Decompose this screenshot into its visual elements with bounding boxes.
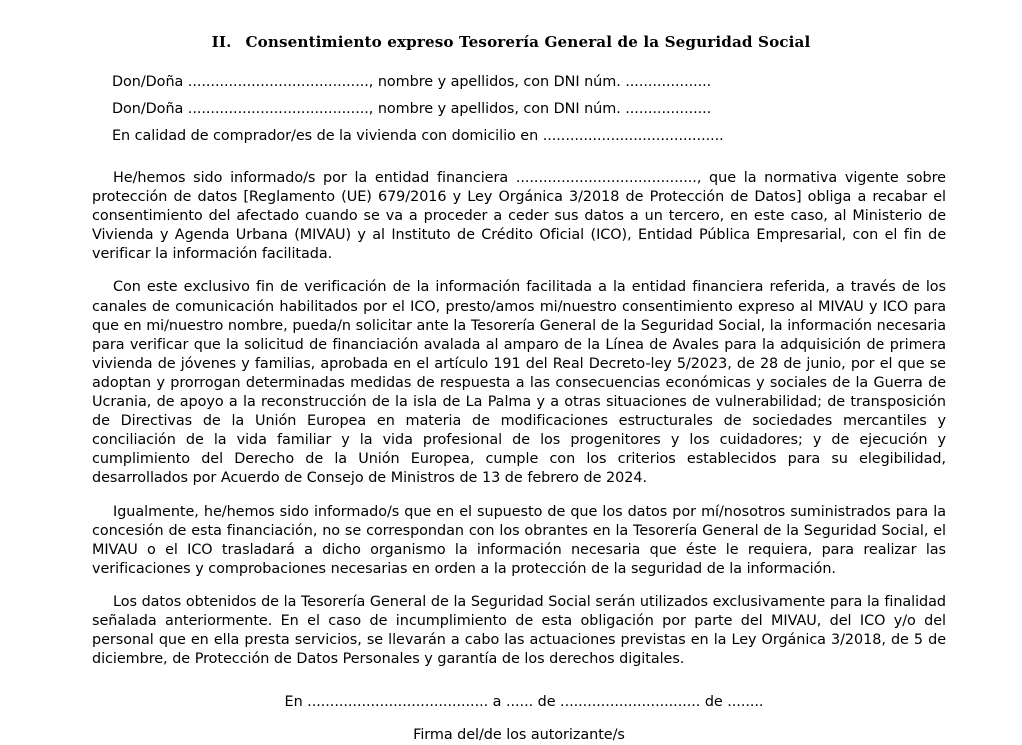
field-line-applicant-1: Don/Doña ........................................, nombre y apellidos, con DNI núm. ...................	[112, 74, 712, 90]
title-text: Consentimiento expreso Tesorería General de la Seguridad Social	[245, 33, 811, 51]
document-body	[92, 70, 946, 745]
paragraph-data-usage: Los datos obtenidos de la Tesorería General de la Seguridad Social serán utilizados exclusivamente para la finalidad señalada anteriormente. En el caso de incumplimiento de esta obligación por parte del MIVAU, del ICO y/o del personal que en ella presta servicios, se llevarán a cabo las actuaciones previstas en la Ley Orgánica 3/2018, de 5 de diciembre, de Protección de Datos Personales y garantía de los derechos digitales.	[92, 593, 946, 668]
signature-spacer	[92, 669, 946, 692]
section-spacer	[92, 151, 946, 169]
paragraph-informed-entity: He/hemos sido informado/s por la entidad financiera ........................................, que la normativa vigente sobre protección de datos [Reglamento (UE) 679/2016 y Ley Orgánica 3/2018 de Protección de Datos] obliga a recabar el consentimiento del afectado cuando se va a proceder a ceder sus datos a un tercero, en este caso, al Ministerio de Vivienda y Agenda Urbana (MIVAU) y al Instituto de Crédito Oficial (ICO), Entidad Pública Empresarial, con el fin de verificar la información facilitada.	[92, 170, 946, 263]
paragraph-data-mismatch: Igualmente, he/hemos sido informado/s que en el supuesto de que los datos por mí/nosotros suministrados para la concesión de esta financiación, no se correspondan con los obrantes en la Tesorería General de la Seguridad Social, el MIVAU o el ICO trasladará a dicho organismo la información necesaria que éste le requiera, para realizar las verificaciones y comprobaciones necesarias en orden a la protección de la seguridad de la información.	[92, 503, 946, 577]
field-line-buyer-address: En calidad de comprador/es de la vivienda con domicilio en ........................................	[112, 128, 724, 144]
page-title	[0, 33, 1022, 51]
signature-caption: Firma del/de los autorizante/s	[413, 727, 625, 744]
field-line-applicant-2: Don/Doña ........................................, nombre y apellidos, con DNI núm. ...................	[112, 101, 712, 117]
signature-place-date-line: En ........................................ a ...... de ............................... de ........	[284, 694, 764, 711]
paragraph-consent-verification: Con este exclusivo fin de verificación de la información facilitada a la entidad financiera referida, a través de los canales de comunicación habilitados por el ICO, presto/amos mi/nuestro consentimiento expreso al MIVAU y ICO para que en mi/nuestro nombre, pueda/n solicitar ante la Tesorería General de la Seguridad Social, la información necesaria para verificar que la solicitud de financiación avalada al amparo de la Línea de Avales para la adquisición de primera vivienda de jóvenes y familias, aprobada en el artículo 191 del Real Decreto-ley 5/2023, de 28 de junio, por el que se adoptan y prorrogan determinadas medidas de respuesta a las consecuencias económicas y sociales de la Guerra de Ucrania, de apoyo a la reconstrucción de la isla de La Palma y a otras situaciones de vulnerabilidad; de transposición de Directivas de la Unión Europea en materia de modificaciones estructurales de sociedades mercantiles y conciliación de la vida familiar y la vida profesional de los progenitores y los cuidadores; y de ejecución y cumplimiento del Derecho de la Unión Europea, cumple con los criterios establecidos para su elegibilidad, desarrollados por Acuerdo de Consejo de Ministros de 13 de febrero de 2024.	[92, 279, 946, 487]
firma-spacer	[92, 712, 946, 725]
title-numeral: II.	[211, 33, 232, 51]
